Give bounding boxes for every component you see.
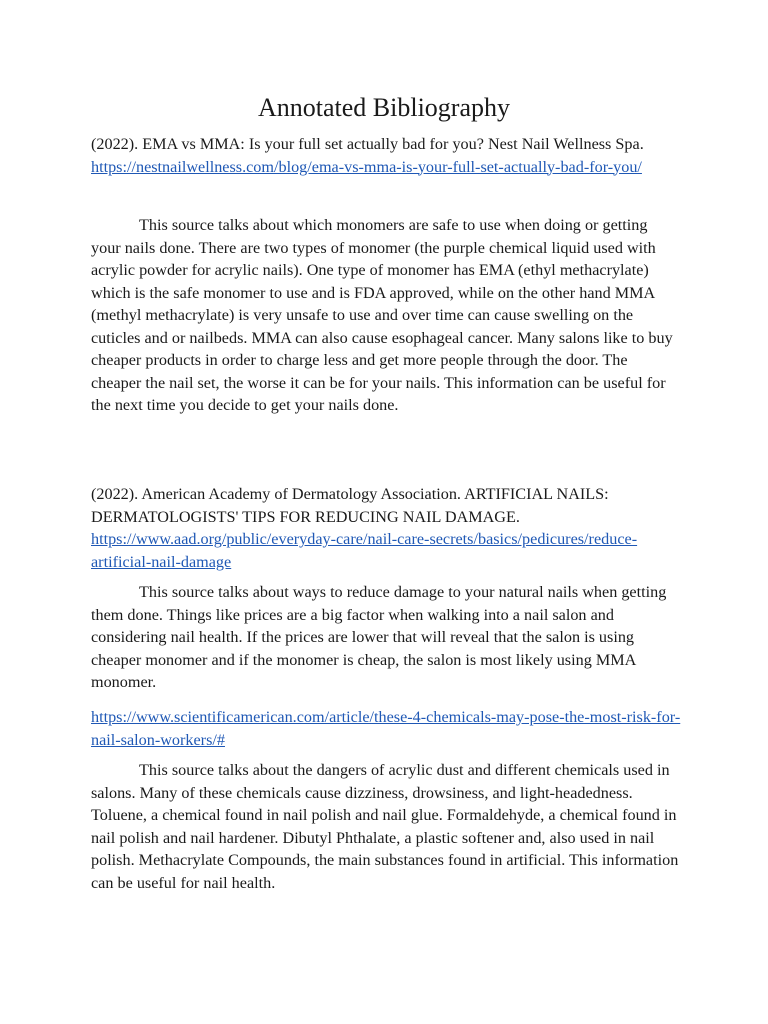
citation-1-text: (2022). EMA vs MMA: Is your full set actually bad for you? Nest Nail Wellness Spa. — [91, 135, 644, 153]
citation-2-text: (2022). American Academy of Dermatology Association. ARTIFICIAL NAILS: DERMATOLOGISTS' TIPS FOR REDUCING NAIL DAMAGE. — [91, 485, 609, 526]
citation-3 — [91, 706, 681, 751]
document-title: Annotated Bibliography — [257, 93, 510, 122]
annotation-3: This source talks about the dangers of acrylic dust and different chemicals used in salons. Many of these chemicals cause dizziness, drowsiness, and light-headedness. Toluene, a chemical found in nail polish and nail glue. Formaldehyde, a chemical found in nail polish and nail hardener. Dibutyl Phthalate, a plastic softener and, also used in nail polish. Methacrylate Compounds, the main substances found in artificial. This information can be useful for nail health. — [91, 761, 679, 892]
citation-1-link[interactable]: https://nestnailwellness.com/blog/ema-vs-mma-is-your-full-set-actually-bad-for-you/ — [91, 157, 642, 176]
citation-2-link[interactable]: https://www.aad.org/public/everyday-care/nail-care-secrets/basics/pedicures/reduce-artificial-nail-damage — [91, 530, 638, 571]
citation-2 — [91, 483, 681, 573]
citation-1 — [91, 133, 681, 178]
annotation-1: This source talks about which monomers are safe to use when doing or getting your nails done. There are two types of monomer (the purple chemical liquid used with acrylic powder for acrylic nails). One type of monomer has EMA (ethyl methacrylate) which is the safe monomer to use and is FDA approved, while on the other hand MMA (methyl methacrylate) is very unsafe to use and over time can cause swelling on the cuticles and or nailbeds. MMA can also cause esophageal cancer. Many salons like to buy cheaper products in order to charge less and get more people through the door. The cheaper the nail set, the worse it can be for your nails. This information can be useful for the next time you decide to get your nails done. — [91, 216, 673, 414]
citation-3-link[interactable]: https://www.scientificamerican.com/article/these-4-chemicals-may-pose-the-most-risk-for-nail-salon-workers/# — [91, 708, 681, 749]
annotation-2: This source talks about ways to reduce damage to your natural nails when getting them done. Things like prices are a big factor when walking into a nail salon and considering nail health. If the prices are lower that will reveal that the salon is using cheaper monomer and if the monomer is cheap, the salon is most likely using MMA monomer. — [91, 583, 667, 691]
